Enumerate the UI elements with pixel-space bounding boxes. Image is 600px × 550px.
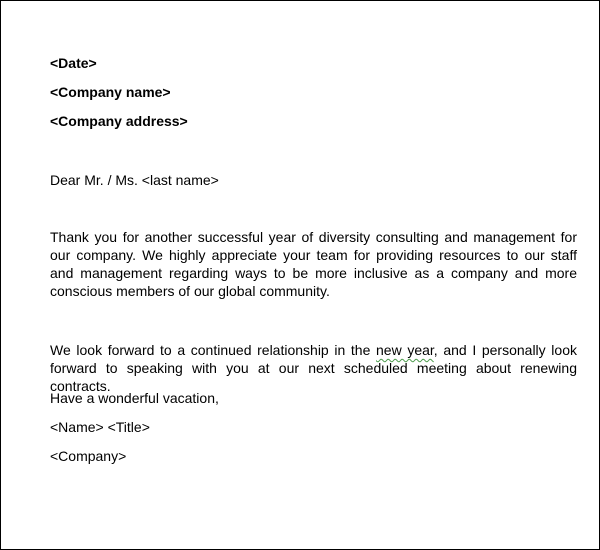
signature-company: <Company> — [50, 448, 127, 464]
body-paragraph-2 — [50, 341, 577, 395]
paragraph-2-text-start: We look forward to a continued relationship in the — [50, 342, 376, 358]
body-paragraph-1: Thank you for another successful year of diversity consulting and management for our company. We highly appreciate your team for providing resources to our staff and management regarding ways to be more inclusive as a company and more conscious members of our global community. — [50, 229, 577, 299]
date-placeholder: <Date> — [50, 55, 97, 71]
salutation: Dear Mr. / Ms. <last name> — [50, 172, 219, 188]
company-address-placeholder: <Company address> — [50, 113, 188, 129]
grammar-marked-phrase: new year — [376, 342, 434, 358]
closing-line: Have a wonderful vacation, — [50, 390, 219, 406]
company-name-placeholder: <Company name> — [50, 84, 171, 100]
paragraph-2-text-end: , and I personally look forward to speaking with you at our next scheduled meeting about renewing contracts. — [50, 342, 577, 394]
signature-name-title: <Name> <Title> — [50, 419, 150, 435]
